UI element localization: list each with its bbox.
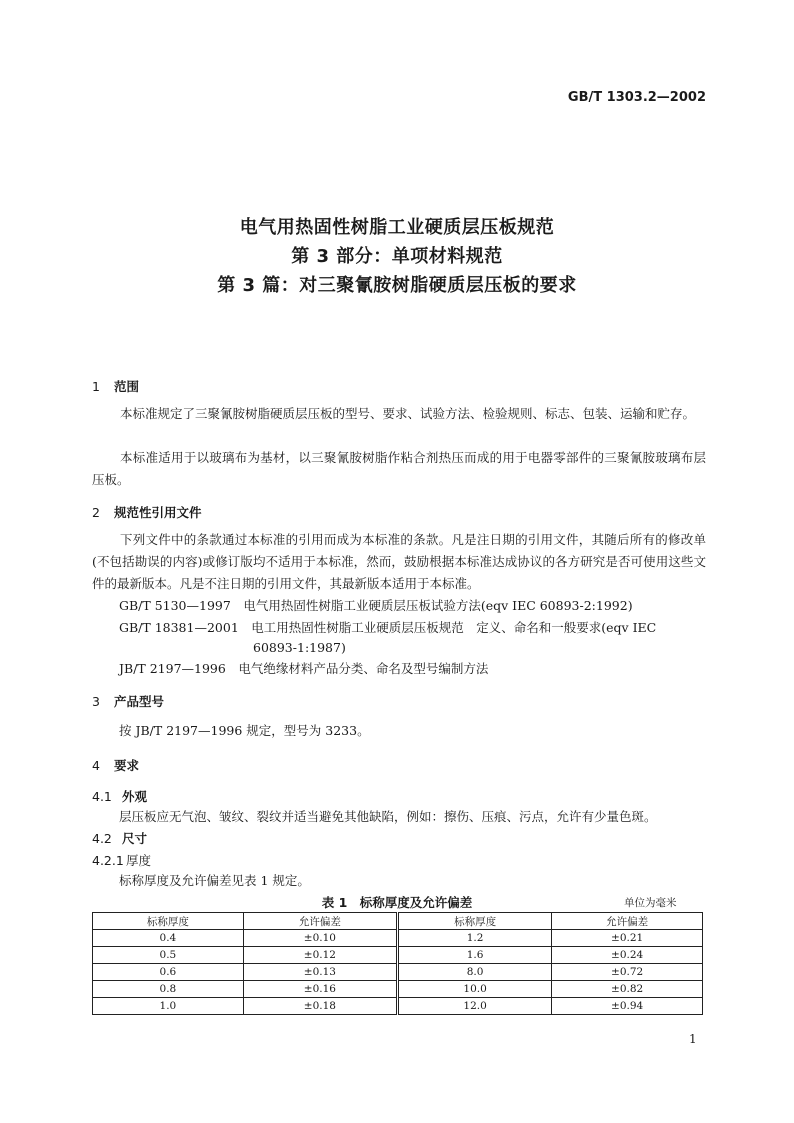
title-line-1: 电气用热固性树脂工业硬质层压板规范 [239,217,555,238]
table-header-cell: 允许偏差 [552,913,703,930]
section-1-number: 1 [92,379,100,394]
table-caption: 表 1 标称厚度及允许偏差 [321,895,473,910]
reference-gbt-5130: GB/T 5130—1997 电气用热固性树脂工业硬质层压板试验方法(eqv IEC 60893-2:1992) [119,598,633,613]
section-4-2-number: 4.2 [92,831,112,846]
table-cell: ±0.82 [552,981,703,998]
reference-jbt-2197: JB/T 2197—1996 电气绝缘材料产品分类、命名及型号编制方法 [119,661,489,676]
page-number: 1 [689,1032,697,1046]
section-1-title: 范围 [114,379,140,394]
section-4-2-1-number: 4.2.1 [92,853,124,868]
section-1-paragraph-1: 本标准规定了三聚氰胺树脂硬质层压板的型号、要求、试验方法、检验规则、标志、包装、运输和贮存。 [120,406,696,421]
table-cell: 10.0 [397,981,551,998]
section-1-heading [92,377,139,395]
standard-number: GB/T 1303.2—2002 [567,90,706,105]
table-cell: 8.0 [397,964,551,981]
table-cell: ±0.16 [243,981,397,998]
table-cell: 1.0 [93,998,244,1015]
table-cell: 0.5 [93,947,244,964]
section-4-heading [92,756,139,774]
section-4-2-1-title: 厚度 [126,853,152,868]
section-4-1-paragraph: 层压板应无气泡、皱纹、裂纹并适当避免其他缺陷，例如：擦伤、压痕、污点，允许有少量色斑。 [119,809,657,824]
table-cell: ±0.94 [552,998,703,1015]
table-row [93,930,703,947]
table-cell: ±0.18 [243,998,397,1015]
table-row [93,964,703,981]
title-line-2: 第 3 部分：单项材料规范 [291,246,503,267]
thickness-table [92,912,703,1015]
section-3-paragraph: 按 JB/T 2197—1996 规定，型号为 3233。 [119,723,370,738]
table-header-cell: 标称厚度 [93,913,244,930]
section-4-1-number: 4.1 [92,789,112,804]
section-1-paragraph-2: 本标准适用于以玻璃布为基材，以三聚氰胺树脂作粘合剂热压而成的用于电器零部件的三聚氰胺玻璃布层压板。 [92,450,706,487]
table-cell: ±0.13 [243,964,397,981]
table-cell: ±0.21 [552,930,703,947]
reference-gbt-18381-continued: 60893-1:1987) [253,640,346,655]
section-2-heading [92,503,202,521]
table-cell: 12.0 [397,998,551,1015]
table-cell: 0.6 [93,964,244,981]
section-4-title: 要求 [114,758,140,773]
section-4-2-1-paragraph: 标称厚度及允许偏差见表 1 规定。 [119,873,310,888]
table-header-cell: 标称厚度 [397,913,551,930]
table-row [93,981,703,998]
table-cell: 0.4 [93,930,244,947]
title-line-3: 第 3 篇：对三聚氰胺树脂硬质层压板的要求 [217,275,577,296]
section-4-1-heading [92,787,147,805]
section-2-number: 2 [92,505,100,520]
table-cell: ±0.24 [552,947,703,964]
reference-gbt-18381: GB/T 18381—2001 电工用热固性树脂工业硬质层压板规范 定义、命名和一般要求(eqv IEC [119,620,657,635]
table-cell: 0.8 [93,981,244,998]
section-4-2-title: 尺寸 [122,831,148,846]
table-cell: ±0.72 [552,964,703,981]
section-2-title: 规范性引用文件 [114,505,202,520]
table-row [93,998,703,1015]
section-4-2-1-heading [92,851,151,869]
section-3-title: 产品型号 [114,694,165,709]
section-4-1-title: 外观 [122,789,148,804]
section-4-2-heading [92,829,147,847]
table-cell: ±0.10 [243,930,397,947]
section-3-number: 3 [92,694,100,709]
section-3-heading [92,692,164,710]
section-2-paragraph-1: 下列文件中的条款通过本标准的引用而成为本标准的条款。凡是注日期的引用文件，其随后所有的修改单(不包括勘误的内容)或修订版均不适用于本标准，然而，鼓励根据本标准达成协议的各方研究是否可使用这些文件的最新版本。凡是不注日期的引用文件，其最新版本适用于本标准。 [92,532,706,591]
table-header-cell: 允许偏差 [243,913,397,930]
table-header-row [93,913,703,930]
table-unit: 单位为毫米 [624,897,677,909]
table-cell: 1.2 [397,930,551,947]
table-cell: ±0.12 [243,947,397,964]
section-4-number: 4 [92,758,100,773]
table-cell: 1.6 [397,947,551,964]
table-row [93,947,703,964]
